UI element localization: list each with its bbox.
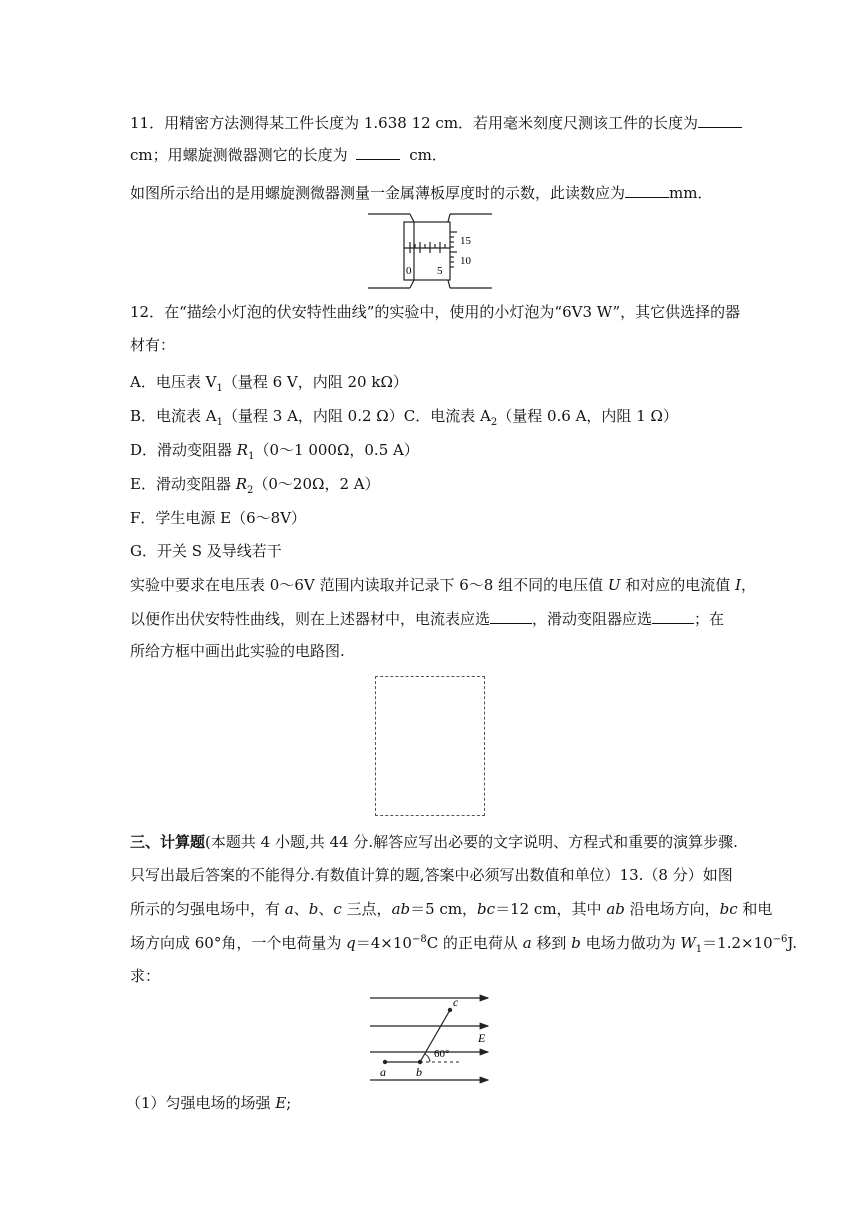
opt-d-var: R: [236, 441, 249, 459]
var-bc: bc: [719, 900, 738, 918]
var-ab: ab: [391, 900, 411, 918]
var-q: q: [346, 934, 356, 952]
t: （1）匀强电场的场强: [126, 1094, 276, 1112]
req-1b: 和对应的电流值: [620, 576, 736, 594]
q12-option-e: [130, 474, 380, 494]
q12-line2: [130, 335, 175, 355]
q11-text-2b: cm．: [409, 146, 447, 164]
q11-text-3a: 如图所示给出的是用螺旋测微器测量一金属薄板厚度时的示数，此读数应为: [130, 184, 626, 202]
point-c: [448, 1008, 452, 1012]
label-e: E: [478, 1031, 486, 1045]
q11-line1: [130, 112, 742, 133]
section3-line3: [130, 899, 772, 919]
exp: −8: [411, 934, 427, 945]
section3-subquestion-1: [126, 1093, 291, 1113]
point-a: [383, 1060, 387, 1064]
var-c: c: [333, 900, 342, 918]
opt-b-post: （量程 3 A，内阻 0.2 Ω）C．电流表 A: [223, 407, 491, 425]
q11-text-1: 11．用精密方法测得某工件长度为 1.638 12 cm．若用毫米刻度尺测该工件的长度为: [130, 114, 699, 132]
q11-text-2a: cm；用螺旋测微器测它的长度为: [130, 146, 348, 164]
section3-desc: (本题共 4 小题,共 44 分.解答应写出必要的文字说明、方程式和重要的演算步骤.: [205, 833, 738, 851]
q12-option-f: [130, 508, 306, 528]
label-angle: 60°: [434, 1048, 450, 1060]
q12-text-1: 12．在“描绘小灯泡的伏安特性曲线”的实验中，使用的小灯泡为“6V3 W”，其它供选择的器: [130, 303, 741, 321]
opt-e-pre: E．滑动变阻器: [130, 475, 236, 493]
t: 移到: [531, 934, 572, 952]
blank[interactable]: [490, 608, 532, 624]
req-1c: ，: [741, 576, 757, 594]
req-2c: ；在: [694, 610, 725, 628]
blank[interactable]: [652, 608, 694, 624]
q12-option-a: [130, 372, 408, 392]
opt-a-sub: 1: [216, 383, 223, 394]
section3-title: 三、计算题: [130, 833, 206, 851]
opt-e-sub: 2: [247, 485, 254, 496]
section3-text-2: 只写出最后答案的不能得分.有数值计算的题,答案中必须写出数值和单位）13.（8 分）如图: [130, 866, 733, 884]
section3-line2: [130, 865, 733, 885]
micrometer-figure: [366, 208, 494, 290]
opt-c-post: （量程 0.6 A，内阻 1 Ω）: [497, 407, 678, 425]
micrometer-label-15: 15: [460, 235, 471, 247]
t: ＝12 cm，其中: [495, 900, 607, 918]
var-bc: bc: [477, 900, 496, 918]
q11-line3: [130, 182, 712, 203]
req-2b: ，滑动变阻器应选: [532, 610, 653, 628]
point-b: [418, 1060, 422, 1064]
section3-line4: [130, 933, 797, 953]
t: C 的正电荷从: [426, 934, 523, 952]
var-a: a: [522, 934, 532, 952]
label-b: b: [416, 1065, 422, 1079]
q12-option-d: [130, 440, 419, 460]
req-u: U: [607, 576, 621, 594]
var-b: b: [571, 934, 581, 952]
micrometer-label-5: 5: [437, 265, 443, 277]
q12-option-g: [130, 541, 282, 561]
req-3: 所给方框中画出此实验的电路图.: [130, 642, 345, 660]
var-e: E: [275, 1094, 287, 1112]
t: ＝4×10: [355, 934, 412, 952]
opt-d-pre: D．滑动变阻器: [130, 441, 237, 459]
q11-line2: [130, 144, 447, 165]
var-a: a: [284, 900, 294, 918]
var-w: W: [680, 934, 696, 952]
circuit-drawing-box[interactable]: [375, 676, 485, 816]
micrometer-label-0: 0: [406, 265, 412, 277]
q12-requirement-3: [130, 641, 345, 661]
micrometer-label-10: 10: [460, 255, 471, 267]
opt-d-sub: 1: [248, 451, 255, 462]
electric-field-figure: [364, 990, 494, 1086]
t: ＝5 cm，: [410, 900, 478, 918]
q12-requirement-1: [130, 575, 756, 595]
t: ＝1.2×10: [702, 934, 773, 952]
label-c: c: [453, 995, 459, 1009]
label-a: a: [380, 1065, 386, 1079]
var-b: b: [308, 900, 319, 918]
t: 沿电场方向，: [624, 900, 720, 918]
blank[interactable]: [356, 144, 400, 160]
t: 三点，: [341, 900, 392, 918]
opt-d-post: （0～1 000Ω，0.5 A）: [254, 441, 419, 459]
req-2a: 以便作出伏安特性曲线，则在上述器材中，电流表应选: [130, 610, 491, 628]
q12-requirement-2: [130, 608, 724, 629]
section3-line5: [130, 966, 160, 986]
blank[interactable]: [625, 182, 669, 198]
q11-text-3b: mm．: [669, 184, 713, 202]
req-1a: 实验中要求在电压表 0～6V 范围内读取并记录下 6～8 组不同的电压值: [130, 576, 608, 594]
t: 、: [318, 900, 334, 918]
q12-line1: [130, 302, 740, 322]
t: 所示的匀强电场中，有: [130, 900, 285, 918]
section3-text-5: 求：: [130, 967, 161, 985]
var-ab: ab: [606, 900, 625, 918]
opt-f: F．学生电源 E（6～8V）: [130, 509, 307, 527]
t: 场方向成 60°角，一个电荷量为: [130, 934, 347, 952]
opt-a-post: （量程 6 V，内阻 20 kΩ）: [222, 373, 408, 391]
t: 和电: [737, 900, 773, 918]
t: 、: [293, 900, 309, 918]
section3-line1: [130, 832, 738, 852]
req-i: I: [735, 576, 741, 594]
exp: −6: [772, 934, 788, 945]
q12-text-2: 材有：: [130, 336, 176, 354]
t: J.: [787, 934, 798, 952]
opt-a-pre: A．电压表 V: [130, 373, 217, 391]
opt-b-pre: B．电流表 A: [130, 407, 217, 425]
w-sub: 1: [695, 944, 703, 955]
opt-e-var: R: [235, 475, 248, 493]
opt-g: G．开关 S 及导线若干: [130, 542, 282, 560]
blank[interactable]: [698, 112, 742, 128]
t: 电场力做功为: [580, 934, 681, 952]
opt-c-sub: 2: [490, 417, 498, 428]
t: ;: [286, 1094, 292, 1112]
q12-option-b-c: [130, 406, 678, 426]
opt-e-post: （0～20Ω，2 A）: [253, 475, 380, 493]
opt-b-sub: 1: [216, 417, 223, 428]
